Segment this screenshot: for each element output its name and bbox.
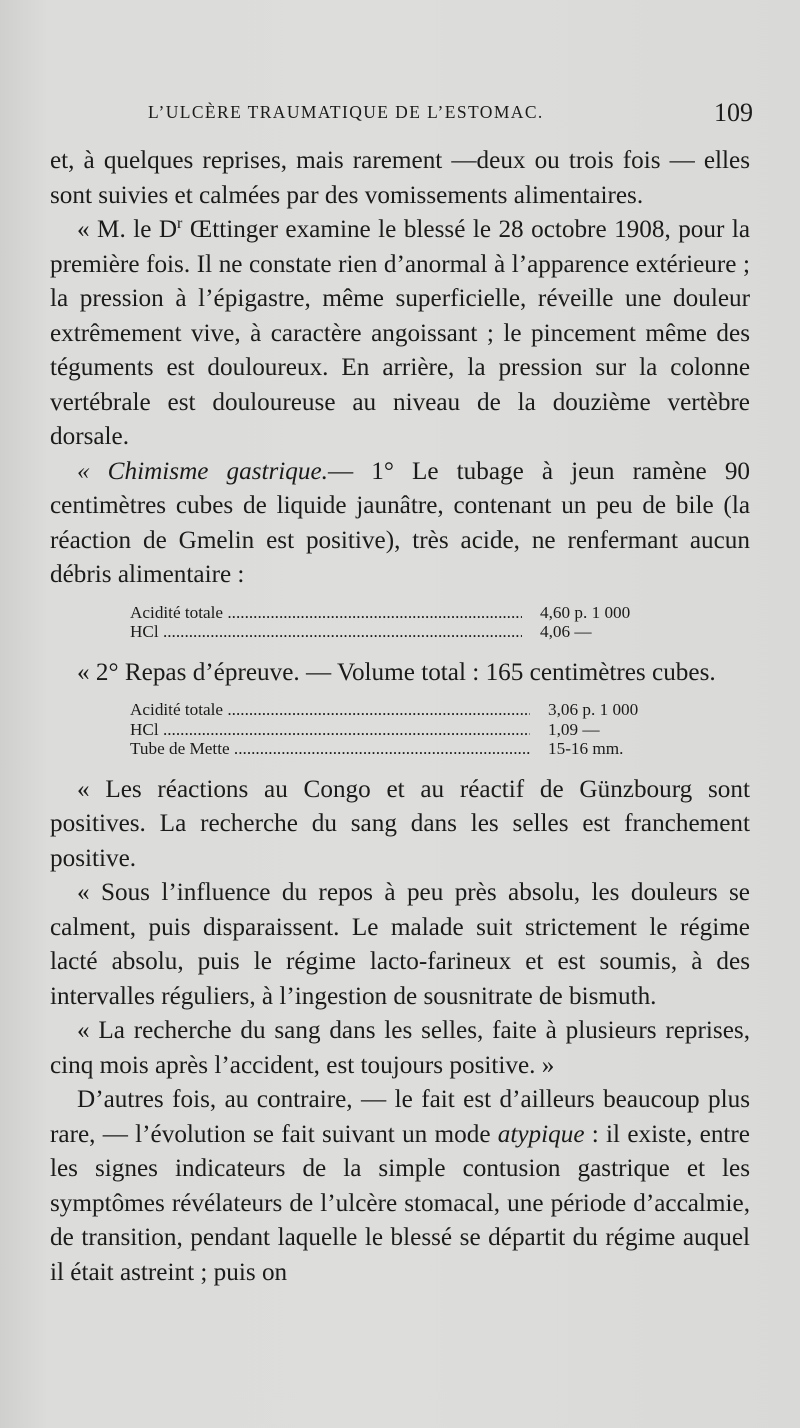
doctor-abbreviation-superscript: r <box>177 215 183 232</box>
paragraph-1: et, à quelques reprises, mais rarement —deux ou trois fois — elles sont suivies et calmées par des vomissements alimentaires. <box>50 147 750 209</box>
paragraph-4: « 2° Repas d’épreuve. — Volume total : 165 centimètres cubes. <box>77 658 716 686</box>
paragraph-3 <box>50 455 750 593</box>
page-number: 109 <box>714 98 753 127</box>
running-title: L’ULCÈRE TRAUMATIQUE DE L’ESTOMAC. <box>148 102 544 122</box>
table-row <box>130 622 690 642</box>
paragraph-2-rest: Œttinger examine le blessé le 28 octobre 1908, pour la première fois. Il ne constate rien d’anormal à l’apparence extérieure ; la pression à l’épigastre, même superficielle, réveille une douleur extrêmement vive, à caractère angoissant ; le pincement même des téguments est douloureux. En arrière, la pression sur la colonne vertébrale est douloureuse au niveau de la douzième vertèbre dorsale. <box>50 216 751 450</box>
row-value: 4,60 p. 1 000 <box>540 602 631 622</box>
paragraph-2-start: « M. le D <box>77 216 178 243</box>
row-label: Acidité totale ..... <box>130 603 522 623</box>
row-value: 15-16 mm. <box>548 739 624 758</box>
row-value: 4,06 — <box>540 622 592 641</box>
paragraph-6: « Sous l’influence du repos à peu près absolu, les douleurs se calment, puis disparaissent. Le malade suit strictement le régime lacté absolu, puis le régime lacto-farineux et est soumis, à des intervalles réguliers, à l’ingestion de sousnitrate de bismuth. <box>50 879 750 1010</box>
paragraph-7: « La recherche du sang dans les selles, faite à plusieurs reprises, cinq mois après l’accident, est toujours positive. » <box>50 1017 750 1079</box>
paragraph-8 <box>50 1083 750 1290</box>
table-row <box>130 603 690 623</box>
paragraph-3-rest: — 1° Le tubage à jeun ramène 90 centimètres cubes de liquide jaunâtre, contenant un peu de bile (la réaction de Gmelin est positive), très acide, ne renfermant aucun débris alimentaire : <box>50 457 751 588</box>
table-row <box>130 720 690 740</box>
row-label: Acidité totale ..... <box>130 700 530 720</box>
row-value: 3,06 p. 1 000 <box>548 700 639 719</box>
paragraph-8-start: D’autres fois, au contraire, — le fait est d’ailleurs beaucoup plus rare, — l’évolution se fait suivant un mode <box>50 1086 750 1148</box>
page-body <box>50 144 750 1290</box>
page-header <box>148 100 753 132</box>
row-label: HCl ..... <box>130 622 522 642</box>
table-row <box>130 700 690 720</box>
fasting-analysis-table <box>130 603 690 642</box>
test-meal-table <box>130 700 690 759</box>
row-value: 1,09 — <box>548 719 600 739</box>
section-title-chimisme: « Chimisme gastrique. <box>77 457 328 485</box>
italic-term-atypique: atypique <box>497 1120 585 1148</box>
paragraph-5: « Les réactions au Congo et au réactif de Günzbourg sont positives. La recherche du sang dans les selles est franchement positive. <box>50 775 750 872</box>
row-label: HCl ..... <box>130 720 530 740</box>
paragraph-2 <box>50 213 750 455</box>
row-label: Tube de Mette ..... <box>130 739 530 759</box>
paragraph-8-rest: : il existe, entre les signes indicateurs de la simple contusion gastrique et les symptômes révélateurs de l’ulcère stomacal, une période d’accalmie, de transition, pendant laquelle le blessé se départit du régime auquel il était astreint ; puis on <box>50 1120 750 1286</box>
table-row <box>130 739 690 759</box>
